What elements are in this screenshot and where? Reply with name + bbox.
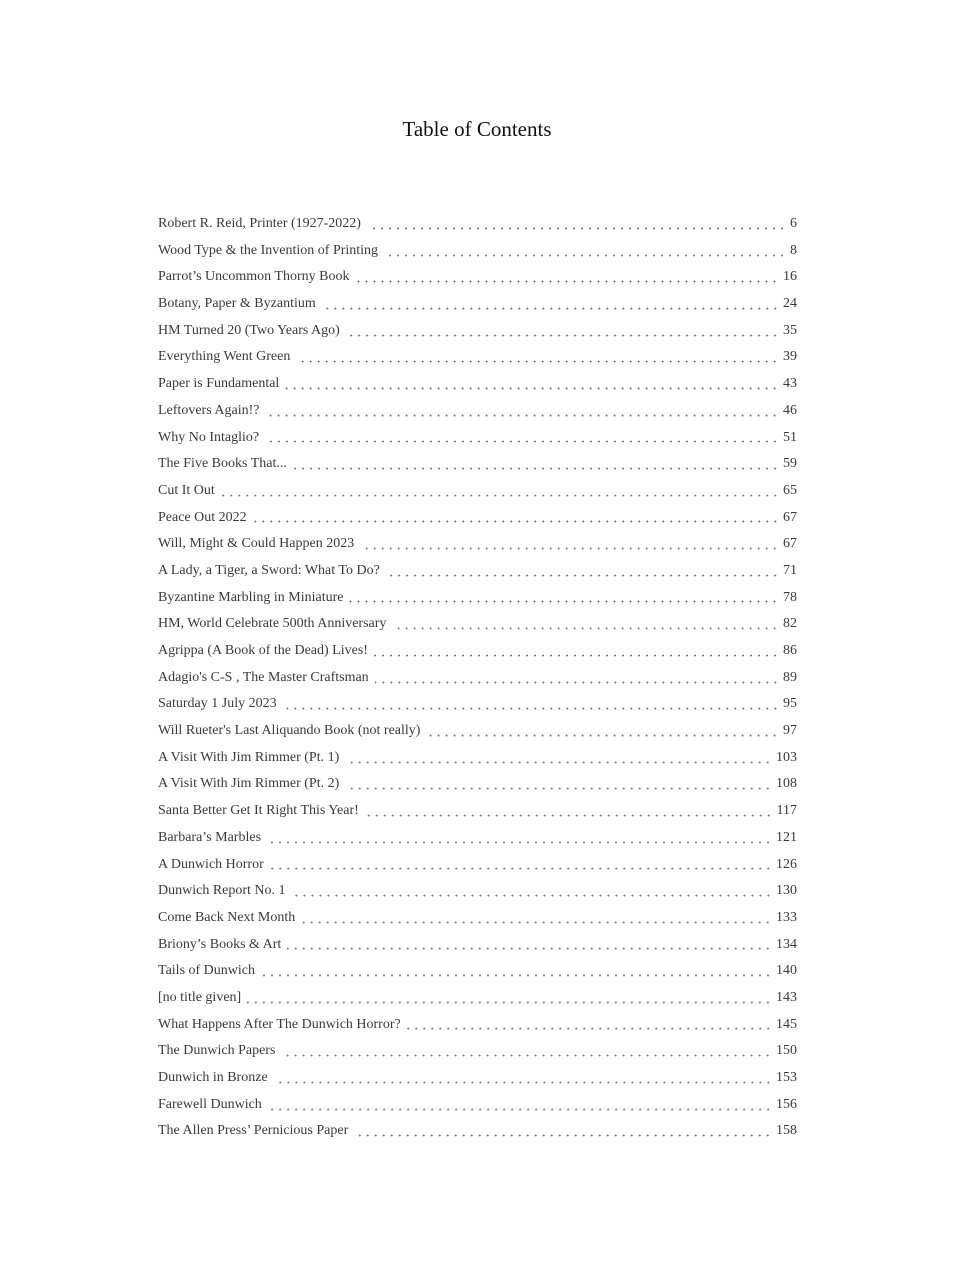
toc-entry[interactable]: [158, 238, 797, 265]
toc-entry[interactable]: [158, 371, 797, 398]
toc-entry[interactable]: [158, 745, 797, 772]
page-title: Table of Contents: [402, 117, 552, 141]
toc-entry-title: Botany, Paper & Byzantium: [158, 296, 316, 312]
toc-entry[interactable]: [158, 291, 797, 318]
toc-entry[interactable]: [158, 211, 797, 238]
toc-entry-page-number: 134: [776, 936, 797, 952]
dot-leader: [268, 1108, 772, 1111]
toc-entry-title: The Allen Press’ Pernicious Paper: [158, 1123, 349, 1139]
toc-entry-title: HM Turned 20 (Two Years Ago): [158, 322, 340, 338]
toc-entry-title: Peace Out 2022: [158, 509, 247, 525]
dot-leader: [345, 787, 772, 790]
toc-entry[interactable]: [158, 985, 797, 1012]
toc-entry-title: Will, Might & Could Happen 2023: [158, 536, 355, 552]
dot-leader: [386, 574, 779, 577]
toc-entry-title: Farewell Dunwich: [158, 1096, 262, 1112]
toc-entry-title: Agrippa (A Book of the Dead) Lives!: [158, 643, 368, 658]
toc-entry-title: A Visit With Jim Rimmer (Pt. 2): [158, 776, 340, 792]
toc-entry[interactable]: [158, 665, 797, 692]
dot-leader: [384, 254, 786, 257]
toc-entry-title: The Dunwich Papers: [158, 1043, 276, 1059]
toc-entry-page-number: 35: [783, 322, 797, 338]
toc-entry-page-number: 130: [776, 883, 797, 899]
toc-entry[interactable]: [158, 425, 797, 452]
toc-entry[interactable]: [158, 798, 797, 825]
toc-entry[interactable]: [158, 958, 797, 985]
toc-entry-title: Leftovers Again!?: [158, 402, 260, 418]
dot-leader: [293, 467, 779, 470]
toc-entry-page-number: 153: [776, 1070, 797, 1085]
dot-leader: [253, 520, 779, 523]
toc-entry-page-number: 8: [790, 242, 797, 258]
toc-entry-page-number: 71: [783, 562, 797, 578]
dot-leader: [283, 707, 779, 710]
toc-entry[interactable]: [158, 638, 797, 665]
toc-entry-page-number: 67: [783, 536, 797, 552]
toc-entry-page-number: 67: [783, 509, 797, 525]
toc-entry-page-number: 95: [783, 696, 797, 712]
toc-entry-page-number: 51: [783, 429, 797, 445]
toc-entry-page-number: 43: [783, 376, 797, 392]
toc-entry-title: A Lady, a Tiger, a Sword: What To Do?: [158, 562, 380, 578]
toc-entry-title: [no title given]: [158, 989, 242, 1005]
toc-entry[interactable]: [158, 878, 797, 905]
toc-entry-title: Santa Better Get It Right This Year!: [158, 803, 359, 819]
toc-entry[interactable]: [158, 558, 797, 585]
toc-entry-title: Saturday 1 July 2023: [158, 696, 277, 712]
dot-leader: [407, 1027, 772, 1030]
dot-leader: [292, 894, 772, 897]
toc-entry-page-number: 86: [783, 643, 797, 658]
dot-leader: [367, 227, 786, 230]
toc-entry-title: Adagio's C-S , The Master Craftsman: [158, 669, 369, 685]
toc-entry-page-number: 46: [783, 402, 797, 418]
toc-entry-title: Why No Intaglio?: [158, 429, 260, 445]
toc-entry-title: The Five Books That...: [158, 456, 287, 472]
toc-entry[interactable]: [158, 1038, 797, 1065]
toc-entry[interactable]: [158, 852, 797, 879]
toc-entry-title: Come Back Next Month: [158, 909, 296, 925]
dot-leader: [267, 841, 772, 844]
toc-entry[interactable]: [158, 1092, 797, 1119]
dot-leader: [360, 547, 779, 550]
dot-leader: [374, 654, 779, 657]
dot-leader: [274, 1081, 772, 1084]
toc-entry-page-number: 82: [783, 616, 797, 632]
dot-leader: [270, 867, 772, 870]
toc-entry-page-number: 121: [776, 829, 797, 845]
toc-entry-page-number: 156: [776, 1096, 797, 1112]
toc-entry-title: Wood Type & the Invention of Printing: [158, 242, 379, 258]
toc-entry-title: Dunwich in Bronze: [158, 1070, 268, 1085]
toc-entry-title: Will Rueter's Last Aliquando Book (not really): [158, 723, 421, 739]
toc-entry-page-number: 140: [776, 963, 797, 979]
toc-entry-title: Robert R. Reid, Printer (1927-2022): [158, 216, 361, 231]
dot-leader: [261, 974, 772, 977]
toc-entry-title: Everything Went Green: [158, 349, 291, 365]
toc-entry-title: What Happens After The Dunwich Horror?: [158, 1016, 401, 1032]
dot-leader: [345, 761, 772, 764]
toc-entry-title: Parrot’s Uncommon Thorny Book: [158, 269, 350, 285]
dot-leader: [265, 414, 779, 417]
toc-entry-page-number: 89: [783, 669, 797, 685]
toc-entry[interactable]: [158, 1118, 797, 1145]
toc-entry-page-number: 145: [776, 1016, 797, 1032]
toc-entry-page-number: 133: [776, 909, 797, 925]
table-of-contents: [158, 211, 797, 1145]
toc-entry-page-number: 78: [783, 589, 797, 605]
toc-entry-title: Paper is Fundamental: [158, 376, 280, 392]
toc-entry-page-number: 158: [776, 1123, 797, 1139]
toc-entry-page-number: 97: [783, 723, 797, 739]
toc-entry[interactable]: [158, 905, 797, 932]
dot-leader: [349, 600, 779, 603]
toc-entry-page-number: 24: [783, 296, 797, 312]
dot-leader: [354, 1134, 772, 1137]
toc-entry[interactable]: [158, 505, 797, 532]
toc-entry-title: HM, World Celebrate 500th Anniversary: [158, 616, 387, 632]
dot-leader: [322, 307, 779, 310]
dot-leader: [287, 947, 772, 950]
toc-entry-page-number: 103: [776, 749, 797, 765]
toc-entry[interactable]: [158, 531, 797, 558]
toc-entry-title: Briony’s Books & Art: [158, 936, 282, 952]
toc-entry-title: Cut It Out: [158, 482, 215, 498]
toc-entry[interactable]: [158, 1012, 797, 1039]
dot-leader: [247, 1001, 772, 1004]
toc-entry-title: A Dunwich Horror: [158, 856, 264, 872]
toc-entry-page-number: 16: [783, 269, 797, 285]
toc-entry-page-number: 150: [776, 1043, 797, 1059]
toc-entry-page-number: 126: [776, 856, 797, 872]
toc-entry[interactable]: [158, 932, 797, 959]
toc-entry-title: A Visit With Jim Rimmer (Pt. 1): [158, 749, 340, 765]
toc-entry[interactable]: [158, 611, 797, 638]
toc-entry[interactable]: [158, 264, 797, 291]
dot-leader: [265, 440, 779, 443]
toc-entry-page-number: 6: [790, 216, 797, 231]
toc-entry-page-number: 39: [783, 349, 797, 365]
dot-leader: [426, 734, 779, 737]
toc-entry-page-number: 117: [776, 803, 797, 819]
toc-entry-page-number: 143: [776, 989, 797, 1005]
toc-entry[interactable]: [158, 318, 797, 345]
dot-leader: [355, 280, 779, 283]
toc-entry[interactable]: [158, 825, 797, 852]
toc-entry[interactable]: [158, 771, 797, 798]
dot-leader: [375, 681, 779, 684]
toc-entry[interactable]: [158, 718, 797, 745]
dot-leader: [365, 814, 773, 817]
toc-entry-title: Barbara’s Marbles: [158, 829, 262, 845]
dot-leader: [281, 1054, 772, 1057]
toc-entry-title: Dunwich Report No. 1: [158, 883, 286, 899]
toc-entry[interactable]: [158, 478, 797, 505]
dot-leader: [296, 360, 779, 363]
toc-entry[interactable]: [158, 451, 797, 478]
toc-entry-title: Tails of Dunwich: [158, 963, 256, 979]
dot-leader: [285, 387, 779, 390]
toc-entry[interactable]: [158, 344, 797, 371]
dot-leader: [346, 334, 779, 337]
toc-entry-title: Byzantine Marbling in Miniature: [158, 589, 344, 605]
toc-entry-page-number: 59: [783, 456, 797, 472]
toc-entry[interactable]: [158, 691, 797, 718]
dot-leader: [301, 921, 772, 924]
toc-entry[interactable]: [158, 398, 797, 425]
toc-entry[interactable]: [158, 585, 797, 612]
toc-entry-page-number: 108: [776, 776, 797, 792]
dot-leader: [221, 494, 779, 497]
toc-entry[interactable]: [158, 1065, 797, 1092]
dot-leader: [392, 627, 779, 630]
toc-entry-page-number: 65: [783, 482, 797, 498]
